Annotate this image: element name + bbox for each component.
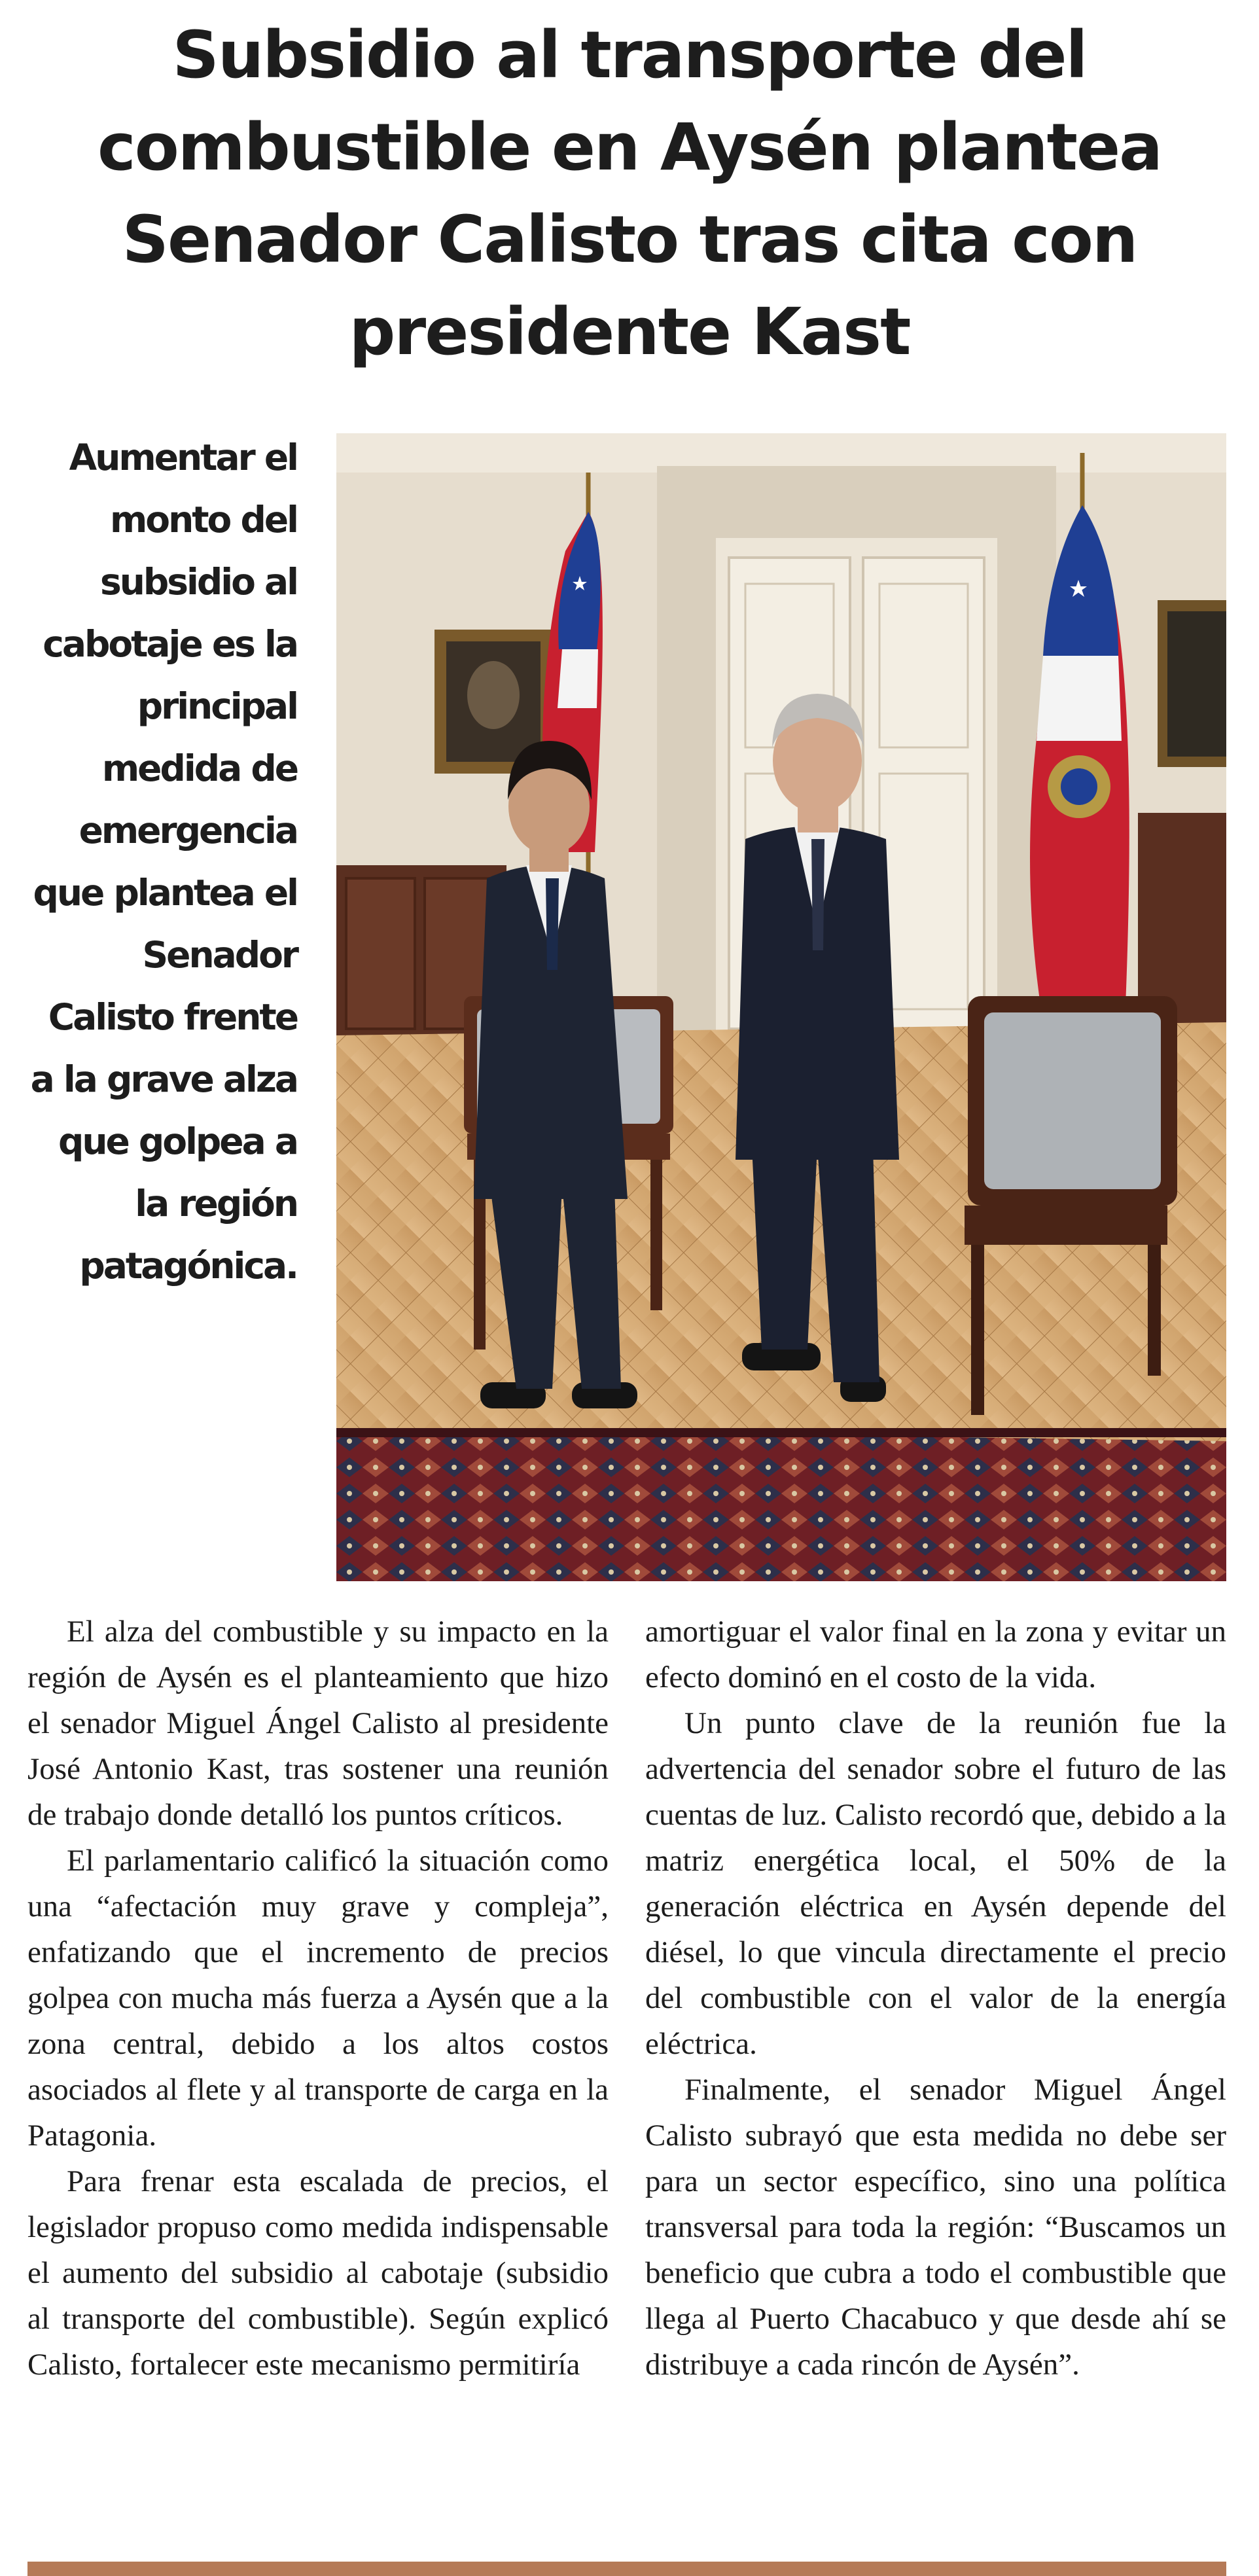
body-paragraph: amortiguar el valor final en la zona y evitar un efecto dominó en el costo de la vida. <box>645 1615 1226 1694</box>
body-paragraph: Un punto clave de la reunión fue la advertencia del senador sobre el futuro de las cuentas de luz. Calisto recordó que, debido a la matriz energética local, el 50% de la generación eléctrica en Aysén depende del diésel, lo que vincula directamente el precio del combustible con el valor de la energía eléctrica. <box>645 1706 1226 2061</box>
headline: Subsidio al transporte del combustible en Aysén plantea Senador Calisto tras cita con presidente Kast <box>98 18 1161 370</box>
body-paragraph: Finalmente, el senador Miguel Ángel Calisto subrayó que esta medida no debe ser para un sector específico, sino una política transversal para toda la región: “Buscamos un beneficio que cubra a todo el combustible que llega al Puerto Chacabuco y que desde ahí se distribuye a cada rincón de Aysén”. <box>645 2073 1226 2382</box>
body-paragraph: El alza del combustible y su impacto en la región de Aysén es el planteamiento que hizo el senador Miguel Ángel Calisto al presidente José Antonio Kast, tras sostener una reunión de trabajo donde detalló los puntos críticos. <box>27 1615 609 1832</box>
body-paragraph: El parlamentario calificó la situación como una “afectación muy grave y compleja”, enfatizando que el incremento de precios golpea con mucha más fuerza a Aysén que a la zona central, debido a los altos costos asociados al flete y al transporte de carga en la Patagonia. <box>27 1844 609 2153</box>
bottom-divider <box>27 2562 1226 2576</box>
body-paragraph: Para frenar esta escalada de precios, el legislador propuso como medida indispensable el aumento del subsidio al cabotaje (subsidio al transporte del combustible). Según explicó Calisto, fortalecer este mecanismo permitiría <box>27 2164 609 2382</box>
lead-summary: Aumentar el monto del subsidio al cabotaje es la principal medida de emergencia que plantea el Senador Calisto frente a la grave alza que golpea a la región patagónica. <box>30 437 297 1287</box>
article-photo <box>336 433 1226 1581</box>
article-body-column-right <box>645 1609 1226 2388</box>
article-body-column-left <box>27 1609 609 2388</box>
